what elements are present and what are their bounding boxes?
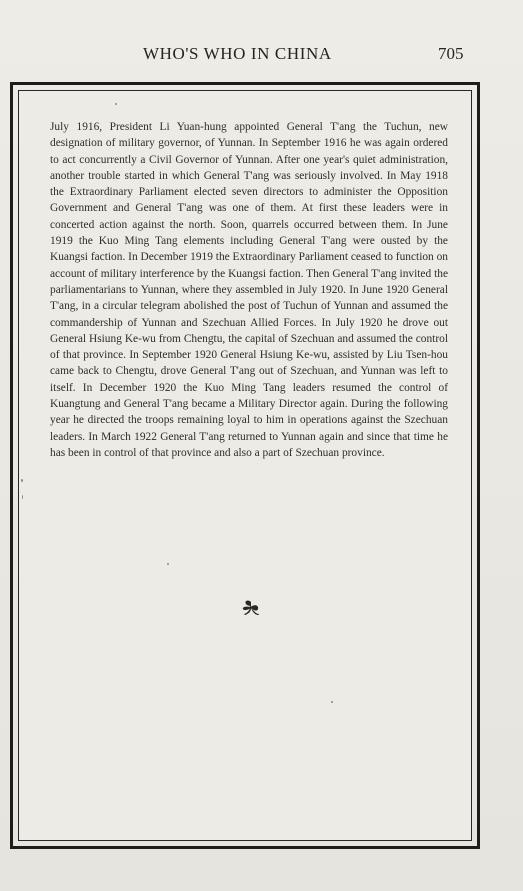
biography-paragraph: July 1916, President Li Yuan-hung appointed General T'ang the Tuchun, new designation of military governor, of Yunnan. In September 1916 he was again ordered to act concurrently a Civil Governor of Yunnan. After one year's quiet administration, another trouble started in which General T'ang was seriously involved. In May 1918 the Extraordinary Parliament elected seven directors to administer the Opposition Government and General T'ang was one of them. At first these leaders were in concerted action against the north. Soon, quarrels occurred between them. In June 1919 the Kuo Ming Tang elements including General T'ang were ousted by the Kuangsi faction. In December 1919 the Extraordinary Parliament ceased to function on account of military interference by the Kuangsi faction. Then General T'ang invited the parliamentarians to Yunnan, where they assembled in July 1920. In June 1920 General T'ang, in a circular telegram abolished the post of Tuchun of Yunnan and assumed the commandership of Yunnan and Szechuan Allied Forces. In July 1920 he drove out General Hsiung Ke-wu from Chengtu, the capital of Szechuan and assumed the control of that province. In September 1920 General Hsiung Ke-wu, assisted by Liu Tsen-hou came back to Chengtu, drove General T'ang out of Szechuan, and Yunnan was left to itself. In December 1920 the Kuo Ming Tang leaders resumed the control of Kuangtung and General T'ang became a Military Director again. During the following year he directed the troops remaining loyal to him in operations against the Szechuan leaders. In March 1922 General T'ang returned to Yunnan again and since that time he has been in control of that province and also a part of Szechuan province. bbox=[50, 121, 448, 459]
paper-speck bbox=[331, 701, 333, 703]
paper-speck bbox=[115, 103, 117, 105]
running-title: WHO'S WHO IN CHINA bbox=[143, 44, 332, 63]
running-head bbox=[0, 44, 523, 68]
fleuron-icon bbox=[239, 599, 263, 617]
paper-speck bbox=[22, 495, 23, 499]
page-number: 705 bbox=[438, 44, 464, 63]
page-border-outer bbox=[10, 82, 480, 849]
paper-speck bbox=[167, 563, 169, 565]
paper-speck bbox=[21, 479, 23, 482]
page-border-inner bbox=[18, 90, 472, 841]
